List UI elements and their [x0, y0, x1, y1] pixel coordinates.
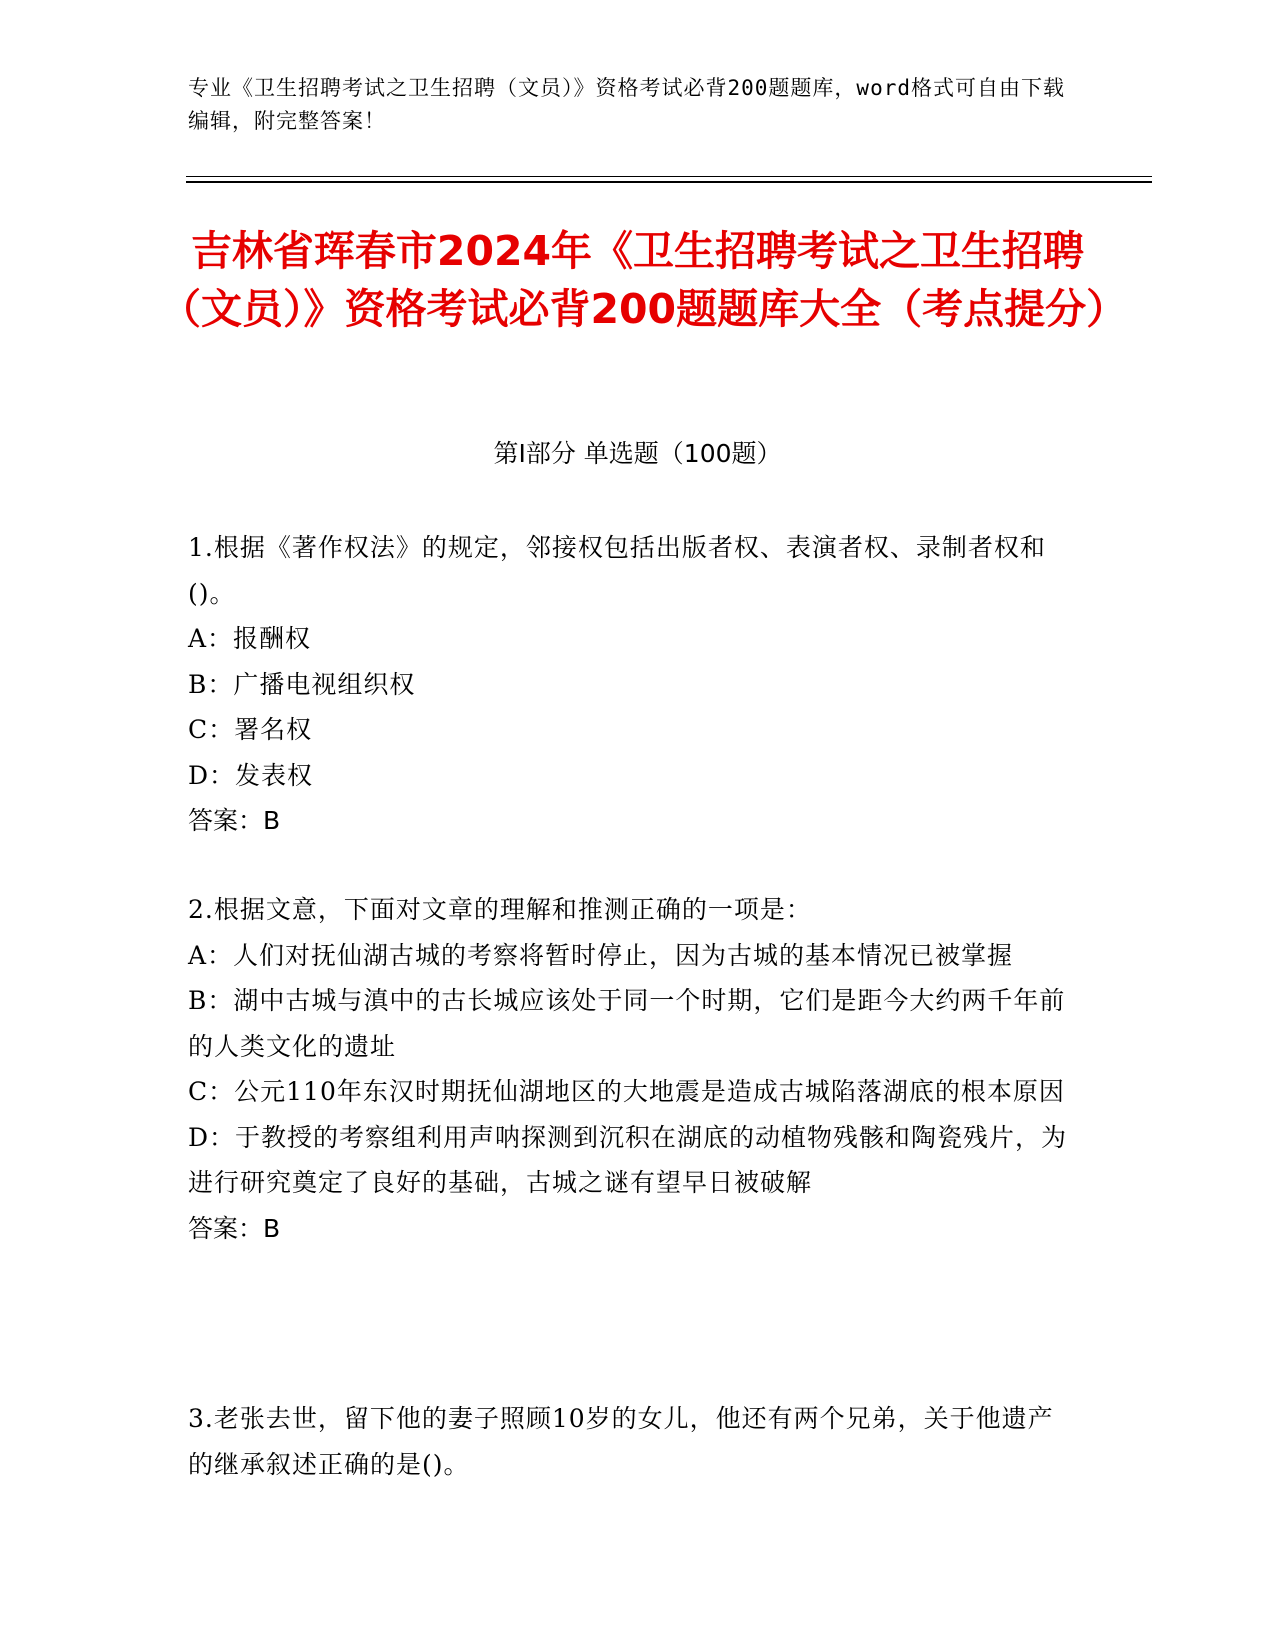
- option-a: A：人们对抚仙湖古城的考察将暂时停止，因为古城的基本情况已被掌握: [188, 940, 1014, 970]
- document-header-note: 专业《卫生招聘考试之卫生招聘（文员）》资格考试必背200题题库，word格式可自由下载编辑，附完整答案！: [188, 76, 1065, 133]
- header-divider-thick: [186, 181, 1152, 183]
- question-stem: 1.根据《著作权法》的规定，邻接权包括出版者权、表演者权、录制者权和()。: [188, 533, 1046, 608]
- option-c: C：署名权: [188, 715, 313, 744]
- document-title: 吉林省珲春市2024年《卫生招聘考试之卫生招聘（文员）》资格考试必背200题题库大全（考点提分）: [160, 227, 1128, 333]
- option-d: D：发表权: [188, 760, 314, 790]
- question-2: [188, 887, 1068, 1251]
- question-3: [188, 1396, 1068, 1487]
- option-a: A：报酬权: [188, 624, 312, 653]
- answer-line: 答案：B: [188, 806, 281, 835]
- header-divider-thin: [186, 176, 1152, 177]
- option-d: D：于教授的考察组利用声呐探测到沉积在湖底的动植物残骸和陶瓷残片，为进行研究奠定了良好的基础，古城之谜有望早日被破解: [188, 1122, 1068, 1197]
- question-stem: 3.老张去世，留下他的妻子照顾10岁的女儿，他还有两个兄弟，关于他遗产的继承叙述正确的是()。: [188, 1404, 1054, 1479]
- answer-line: 答案：B: [188, 1213, 281, 1243]
- option-b: B：广播电视组织权: [188, 669, 416, 699]
- option-b: B：湖中古城与滇中的古长城应该处于同一个时期，它们是距今大约两千年前的人类文化的遗址: [188, 986, 1066, 1061]
- question-1: [188, 525, 1068, 844]
- question-stem: 2.根据文意，下面对文章的理解和推测正确的一项是：: [188, 895, 812, 924]
- section-heading: 第Ⅰ部分 单选题（100题）: [493, 439, 782, 468]
- option-c: C：公元110年东汉时期抚仙湖地区的大地震是造成古城陷落湖底的根本原因: [188, 1077, 1065, 1106]
